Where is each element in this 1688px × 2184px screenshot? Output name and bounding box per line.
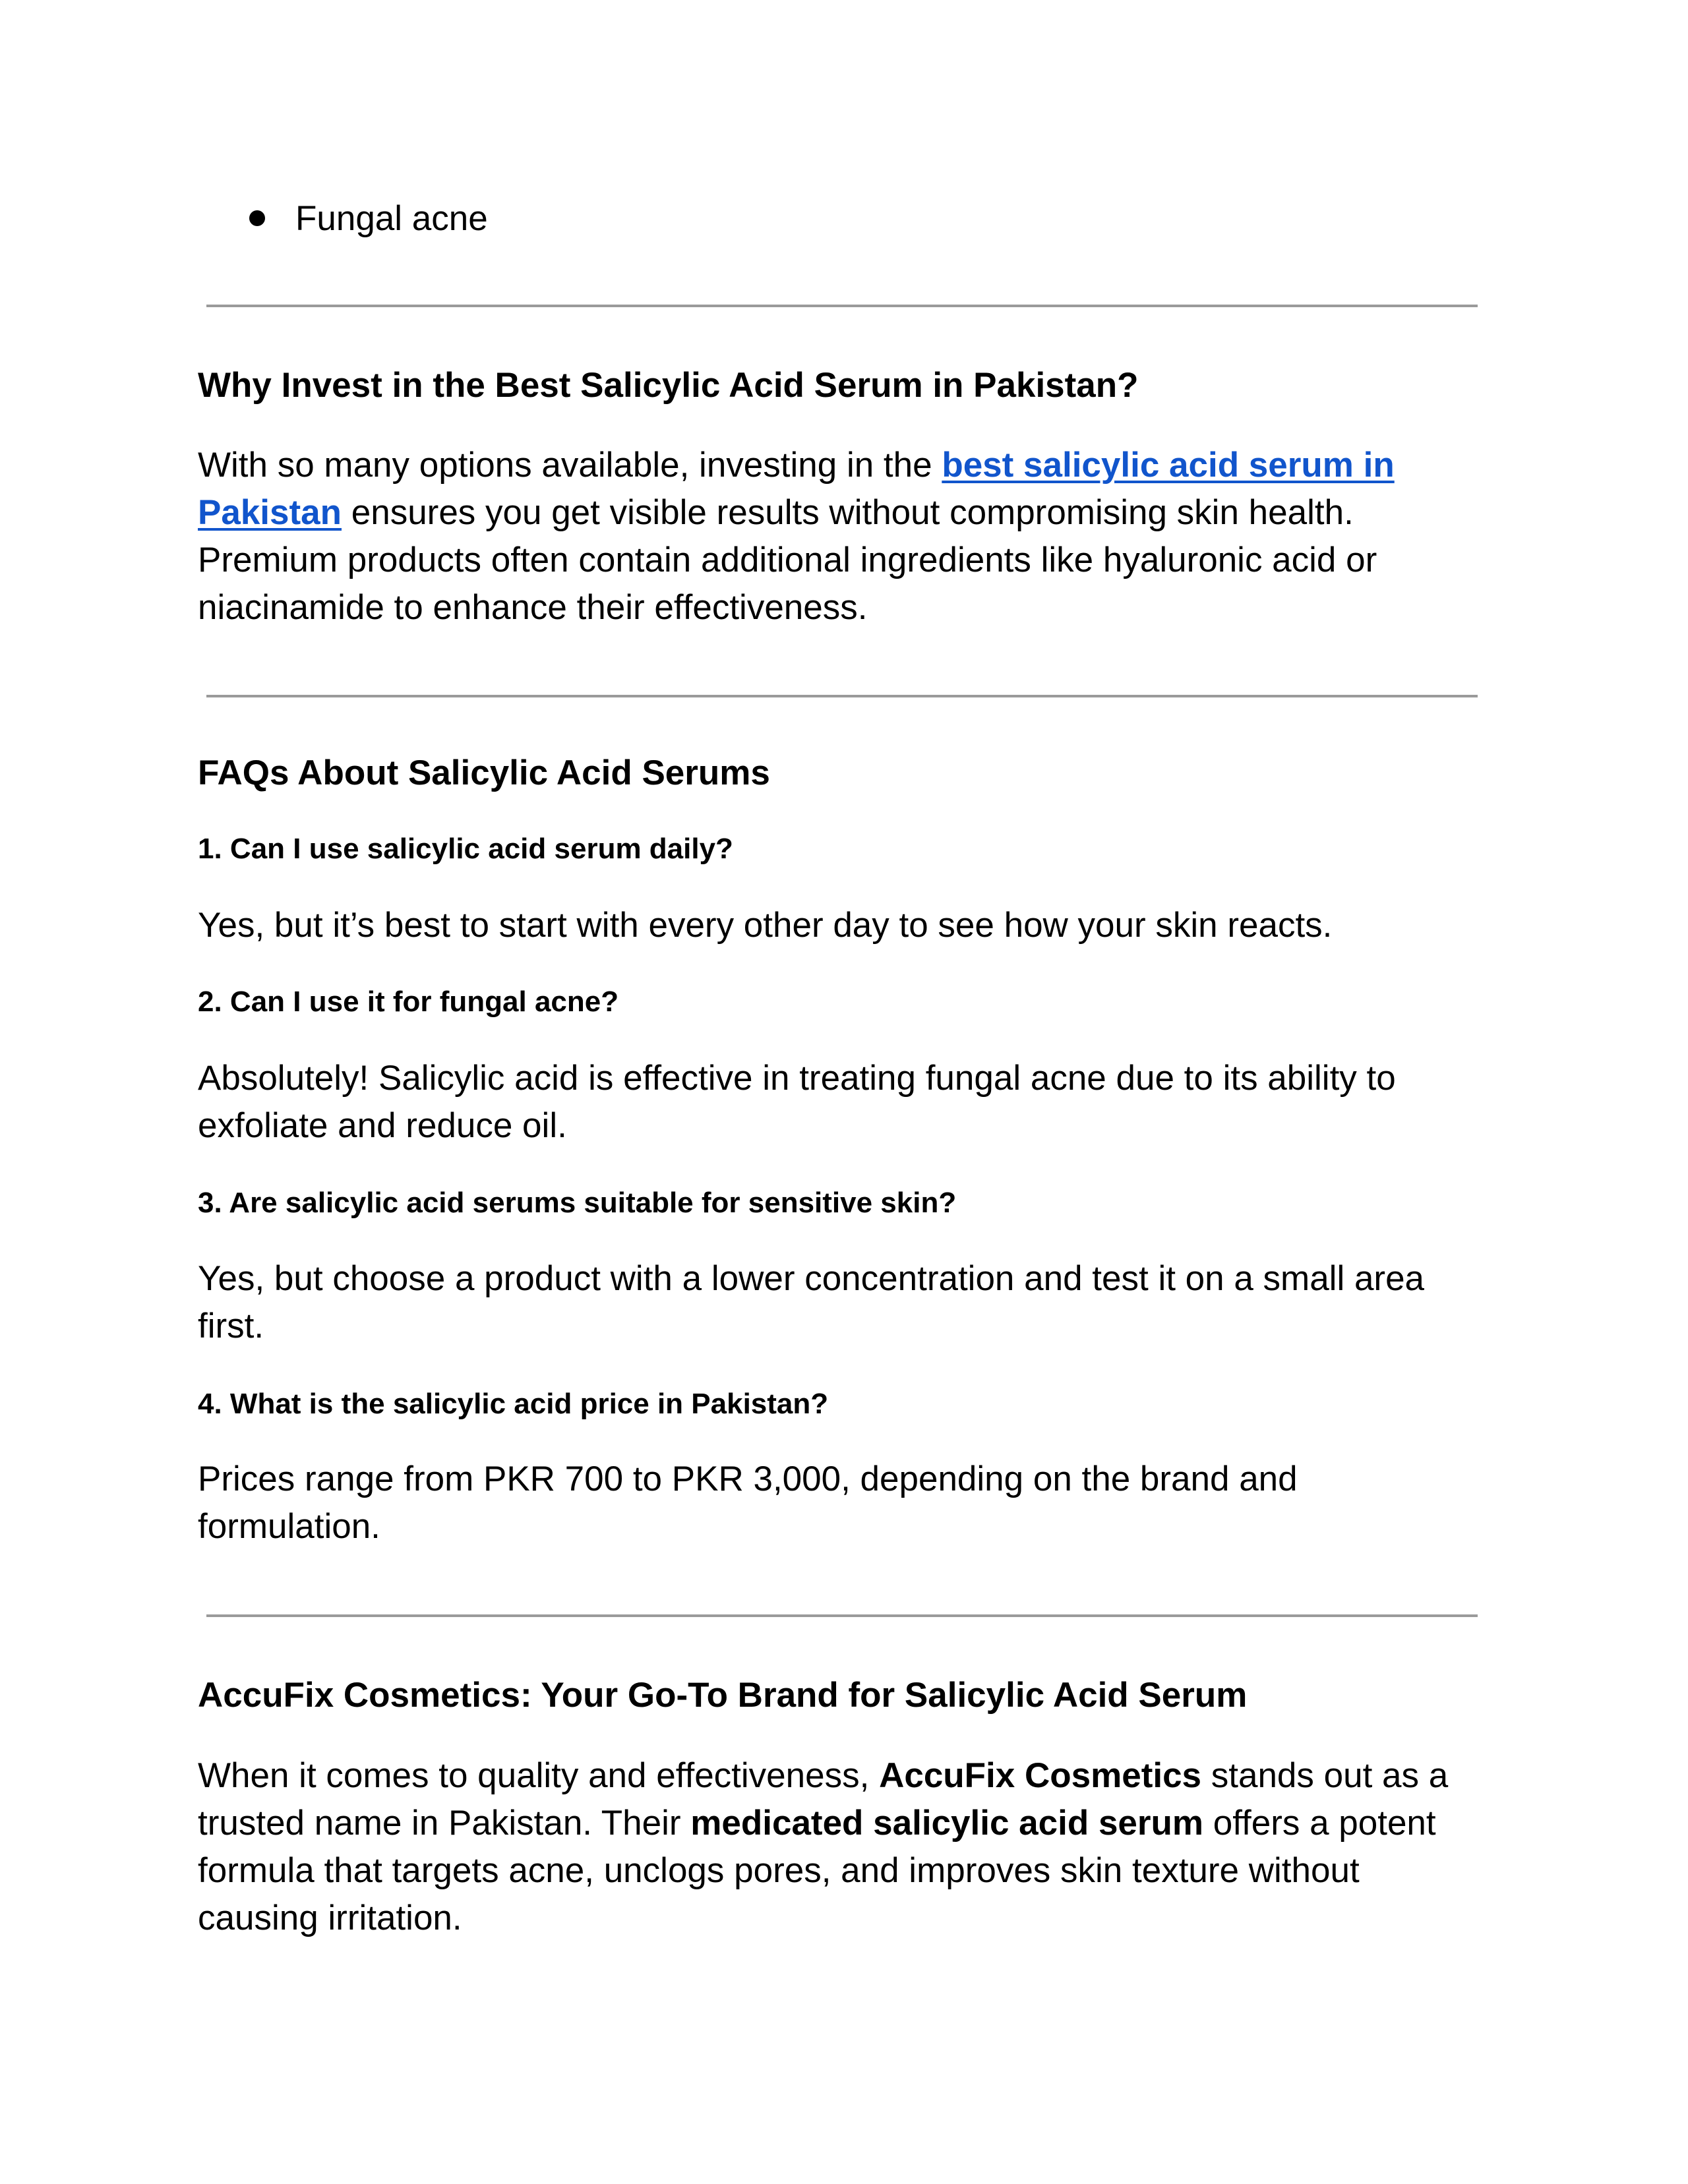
product-name: medicated salicylic acid serum: [690, 1804, 1204, 1843]
faq-answer-line: Yes, but it’s best to start with every other day to see how your skin reacts.: [198, 906, 1333, 945]
section-heading-faq: FAQs About Salicylic Acid Serums: [198, 753, 770, 792]
faq-question: 2. Can I use it for fungal acne?: [198, 986, 619, 1018]
paragraph-text: trusted name in Pakistan. Their: [198, 1804, 691, 1843]
list-item-text: Fungal acne: [295, 199, 488, 238]
horizontal-divider: [206, 305, 1478, 307]
serum-link-part1[interactable]: best salicylic acid serum in: [942, 446, 1395, 485]
serum-link-part2[interactable]: Pakistan: [198, 493, 342, 532]
faq-answer-line: Yes, but choose a product with a lower concentration and test it on a small area: [198, 1259, 1425, 1298]
paragraph-text: With so many options available, investing in the: [198, 446, 942, 485]
faq-question: 1. Can I use salicylic acid serum daily?: [198, 833, 733, 865]
brand-name: AccuFix Cosmetics: [879, 1756, 1202, 1795]
faq-answer: [198, 1456, 1490, 1550]
paragraph-text: When it comes to quality and effectiveness,: [198, 1756, 880, 1795]
section-heading-brand: AccuFix Cosmetics: Your Go-To Brand for Salicylic Acid Serum: [198, 1676, 1248, 1715]
paragraph-text: Premium products often contain additional ingredients like hyaluronic acid or: [198, 541, 1377, 579]
faq-answer: [198, 902, 1490, 949]
bullet-icon: [249, 210, 265, 226]
horizontal-divider: [206, 1614, 1478, 1617]
list-item: [249, 192, 488, 245]
faq-answer-line: formulation.: [198, 1507, 380, 1546]
faq-question: 3. Are salicylic acid serums suitable for sensitive skin?: [198, 1187, 957, 1219]
faq-answer-line: exfoliate and reduce oil.: [198, 1106, 567, 1145]
paragraph-text: niacinamide to enhance their effectiveness.: [198, 588, 868, 627]
paragraph-text: formula that targets acne, unclogs pores, and improves skin texture without: [198, 1851, 1360, 1890]
paragraph-text: stands out as a: [1201, 1756, 1449, 1795]
faq-answer: [198, 1055, 1490, 1150]
paragraph-text: ensures you get visible results without compromising skin health.: [342, 493, 1354, 532]
faq-answer-line: first.: [198, 1307, 264, 1345]
horizontal-divider: [206, 695, 1478, 697]
paragraph-brand: [198, 1752, 1490, 1942]
faq-answer-line: Absolutely! Salicylic acid is effective in treating fungal acne due to its ability to: [198, 1059, 1396, 1098]
faq-answer: [198, 1255, 1490, 1350]
paragraph-text: causing irritation.: [198, 1899, 462, 1937]
faq-answer-line: Prices range from PKR 700 to PKR 3,000, depending on the brand and: [198, 1460, 1298, 1498]
paragraph-text: offers a potent: [1203, 1804, 1436, 1843]
section-heading-invest: Why Invest in the Best Salicylic Acid Serum in Pakistan?: [198, 366, 1139, 405]
faq-question: 4. What is the salicylic acid price in Pakistan?: [198, 1388, 829, 1420]
paragraph-invest: [198, 442, 1490, 632]
